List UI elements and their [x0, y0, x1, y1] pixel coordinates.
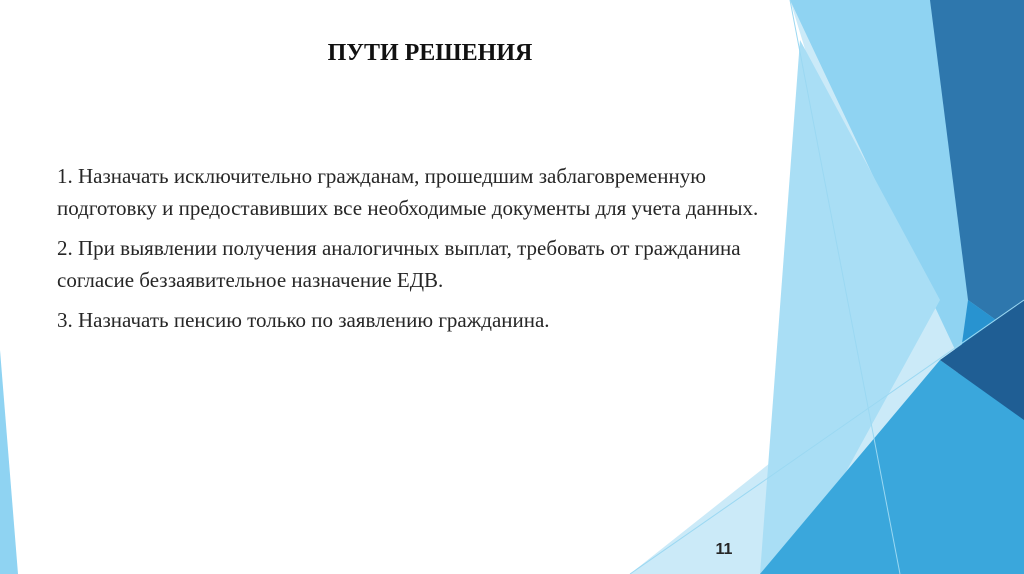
list-item: 2. При выявлении получения аналогичных выплат, требовать от гражданина согласие беззаявительное назначение ЕДВ. — [57, 236, 741, 292]
list-item: 3. Назначать пенсию только по заявлению гражданина. — [57, 308, 550, 332]
slide-title: ПУТИ РЕШЕНИЯ — [327, 40, 533, 66]
slide-body — [57, 160, 797, 344]
page-number: 11 — [715, 541, 733, 558]
list-item: 1. Назначать исключительно гражданам, прошедшим заблаговременную подготовку и предоставивших все необходимые документы для учета данных. — [57, 164, 759, 220]
left-edge-shape — [0, 350, 18, 574]
